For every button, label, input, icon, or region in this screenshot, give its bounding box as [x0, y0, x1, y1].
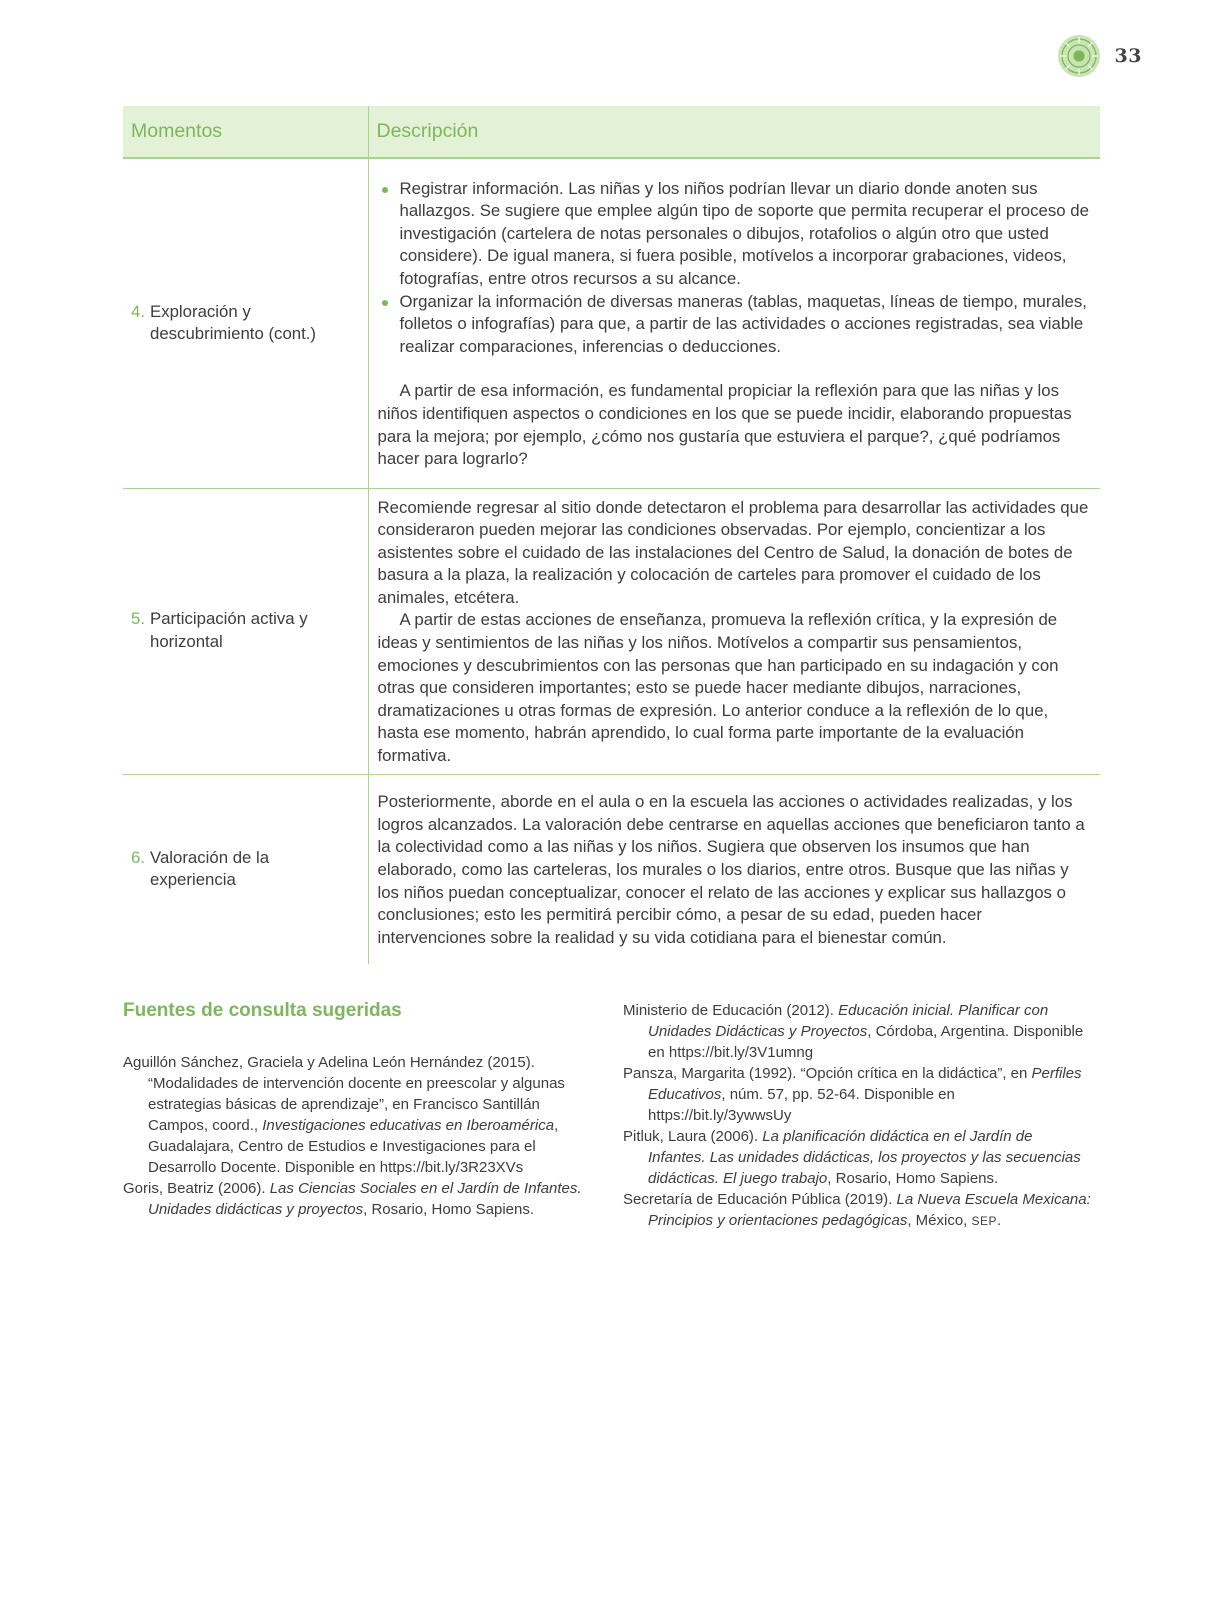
moment-cell	[123, 488, 368, 774]
header-description: Descripción	[368, 106, 1100, 158]
references-right-column	[623, 1000, 1093, 1232]
description-paragraph: A partir de esa información, es fundamental propiciar la reflexión para que las niñas y los niños identifiquen aspectos o condiciones en los que se puede incidir, elaborando propuestas para la mejora; por ejemplo, ¿cómo nos gustaría que estuviera el parque?, ¿qué podríamos hacer para lograrlo?	[377, 381, 1072, 469]
table-row	[123, 158, 1100, 488]
moment-label: Exploración y descubrimiento (cont.)	[150, 301, 317, 344]
description-cell	[368, 488, 1100, 774]
table-row	[123, 488, 1100, 774]
moment-number: 6.	[131, 847, 145, 867]
moment-label: Participación activa y horizontal	[150, 609, 308, 652]
moments-table	[123, 106, 1100, 964]
table-header-row	[123, 106, 1100, 158]
moment-number: 4.	[131, 301, 145, 321]
page-header	[1057, 34, 1142, 78]
description-cell	[368, 158, 1100, 488]
reference-item: Goris, Beatriz (2006). Las Ciencias Sociales en el Jardín de Infantes. Unidades didácticas y proyectos, Rosario, Homo Sapiens.	[123, 1180, 582, 1218]
list-item: Organizar la información de diversas maneras (tablas, maquetas, líneas de tiempo, murales, folletos o infografías) para que, a partir de las actividades o acciones registradas, sea viable realizar comparaciones, inferencias o deducciones.	[378, 291, 1093, 359]
sources-title: Fuentes de consulta sugeridas	[123, 1000, 402, 1021]
bullet-dot-icon	[382, 187, 388, 193]
moment-number: 5.	[131, 609, 145, 629]
bullet-list	[378, 178, 1093, 359]
moment-cell	[123, 158, 368, 488]
description-paragraph: A partir de estas acciones de enseñanza, promueva la reflexión crítica, y la expresión de ideas y sentimientos de las niñas y los niños. Motívelos a compartir sus pensamientos, emociones y descubrimientos con las personas que han participado en su indagación y con otras que consideren importantes; esto se puede hacer mediante dibujos, narraciones, dramatizaciones u otras formas de expresión. Lo anterior conduce a la reflexión de lo que, hasta ese momento, habrán aprendido, lo cual forma parte importante de la evaluación formativa.	[377, 610, 1059, 766]
references-left-column	[123, 1052, 588, 1220]
reference-item: Aguillón Sánchez, Graciela y Adelina León Hernández (2015). “Modalidades de intervención docente en preescolar y algunas estrategias básicas de aprendizaje”, en Francisco Santillán Campos, coord., Investigaciones educativas en Iberoamérica, Guadalajara, Centro de Estudios e Investigaciones para el Desarrollo Docente. Disponible en https://bit.ly/3R23XVs	[123, 1054, 565, 1176]
reference-item: Pansza, Margarita (1992). “Opción crítica en la didáctica”, en Perfiles Educativos, núm. 57, pp. 52-64. Disponible en https://bit.ly/3ywwsUy	[623, 1065, 1082, 1124]
header-moments: Momentos	[123, 106, 368, 158]
list-item: Registrar información. Las niñas y los niños podrían llevar un diario donde anoten sus hallazgos. Se sugiere que emplee algún tipo de soporte que permita recuperar el proceso de investigación (cartelera de notas personales o dibujos, rotafolios o algún otro que usted considere). De igual manera, si fuera posible, motívelos a incorporar grabaciones, videos, fotografías, entre otros recursos a su alcance.	[378, 178, 1093, 291]
description-cell	[368, 774, 1100, 964]
page-number: 33	[1114, 45, 1142, 67]
bullet-dot-icon	[382, 300, 388, 306]
reference-item: Pitluk, Laura (2006). La planificación didáctica en el Jardín de Infantes. Las unidades didácticas, los proyectos y las secuencias didácticas. El juego trabajo, Rosario, Homo Sapiens.	[623, 1128, 1081, 1187]
reference-item: Ministerio de Educación (2012). Educación inicial. Planificar con Unidades Didácticas y Proyectos, Córdoba, Argentina. Disponible en https://bit.ly/3V1umng	[623, 1002, 1084, 1061]
description-paragraph: Posteriormente, aborde en el aula o en la escuela las acciones o actividades realizadas, y los logros alcanzados. La valoración debe centrarse en aquellas acciones que beneficiaron tanto a la colectividad como a las niñas y los niños. Sugiera que observen los insumos que han elaborado, como las carteleras, los murales o los diarios, entre otros. Busque que las niñas y los niños puedan conceptualizar, conocer el relato de las acciones y explicar sus hallazgos o conclusiones; esto les permitirá percibir cómo, a pesar de su edad, pueden hacer intervenciones sobre la realidad y su vida cotidiana para el bienestar común.	[377, 792, 1085, 947]
reference-item: Secretaría de Educación Pública (2019). La Nueva Escuela Mexicana: Principios y orientaciones pedagógicas, México, SEP.	[623, 1191, 1091, 1229]
moment-cell	[123, 774, 368, 964]
moment-label: Valoración de la experiencia	[150, 847, 270, 890]
description-paragraph: Recomiende regresar al sitio donde detectaron el problema para desarrollar las actividades que consideraron pueden mejorar las condiciones observadas. Por ejemplo, concientizar a los asistentes sobre el cuidado de las instalaciones del Centro de Salud, la donación de botes de basura a la plaza, la realización y colocación de carteles para promover el cuidado de los animales, etcétera.	[377, 497, 1089, 607]
sun-rosette-icon	[1057, 34, 1101, 78]
table-row	[123, 774, 1100, 964]
